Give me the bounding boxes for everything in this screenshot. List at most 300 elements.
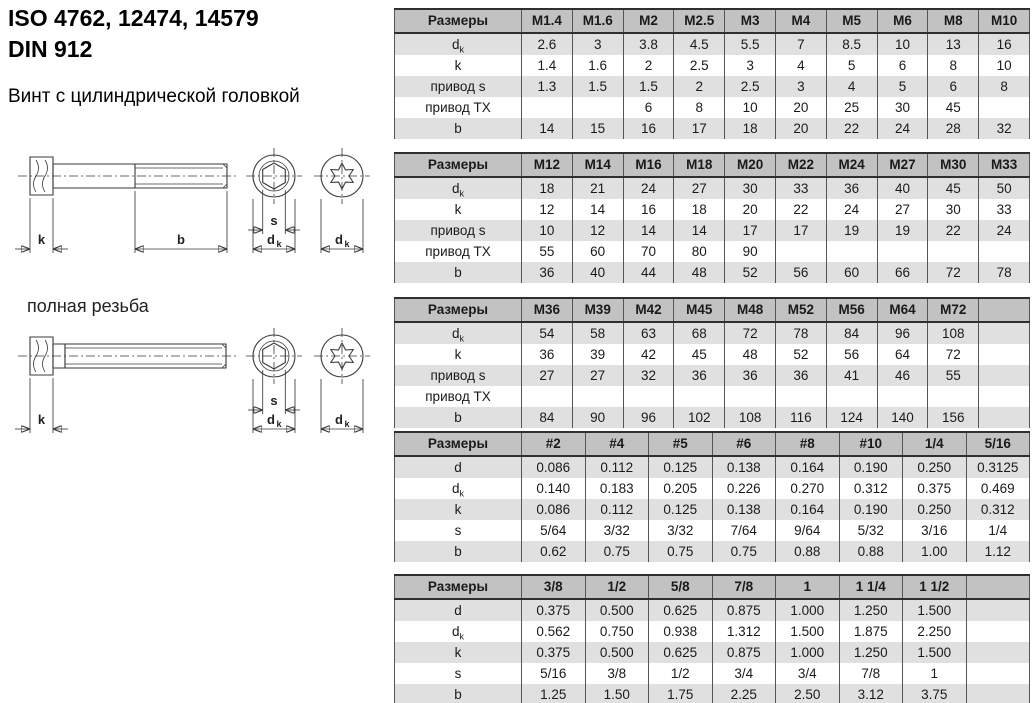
value-cell: 32 — [979, 118, 1030, 139]
value-cell: 24 — [623, 177, 674, 199]
value-cell: 24 — [979, 220, 1030, 241]
value-cell — [826, 386, 877, 407]
size-column-header: 1 1/4 — [839, 575, 903, 599]
value-cell: 0.164 — [776, 456, 840, 478]
size-column-header: M2 — [623, 9, 674, 33]
value-cell: 3/8 — [585, 663, 649, 684]
value-cell: 2.50 — [776, 684, 840, 703]
value-cell: 1/4 — [966, 520, 1030, 541]
value-cell: 96 — [623, 407, 674, 428]
value-cell: 2.5 — [674, 55, 725, 76]
value-cell: 48 — [725, 344, 776, 365]
value-cell: 18 — [522, 177, 573, 199]
value-cell: 27 — [572, 365, 623, 386]
row-label: k — [395, 344, 522, 365]
table-row — [395, 97, 1030, 118]
value-cell: 0.750 — [585, 621, 649, 642]
dimension-s-label: s — [270, 213, 278, 228]
page-title — [8, 3, 259, 65]
size-column-header: #6 — [712, 432, 776, 456]
value-cell: 0.625 — [649, 642, 713, 663]
torx-socket-end-view — [314, 148, 370, 204]
size-column-header: #8 — [776, 432, 840, 456]
value-cell — [979, 322, 1030, 344]
value-cell: 2.250 — [903, 621, 967, 642]
value-cell: 0.312 — [839, 478, 903, 499]
value-cell — [877, 241, 928, 262]
value-cell: 52 — [725, 262, 776, 283]
value-cell: 0.500 — [585, 599, 649, 621]
value-cell: 70 — [623, 241, 674, 262]
table-row — [395, 177, 1030, 199]
dimension-dk-subscript: k — [344, 419, 350, 429]
value-cell: 0.125 — [649, 499, 713, 520]
size-column-header: M2.5 — [674, 9, 725, 33]
screw-side-view — [18, 157, 237, 195]
value-cell: 108 — [928, 322, 979, 344]
value-cell: 63 — [623, 322, 674, 344]
value-cell: 1.000 — [776, 642, 840, 663]
dimension-s-label: s — [270, 393, 278, 408]
value-cell: 1.5 — [572, 76, 623, 97]
row-label: привод TX — [395, 97, 522, 118]
value-cell — [979, 407, 1030, 428]
value-cell: 72 — [928, 344, 979, 365]
value-cell: 60 — [826, 262, 877, 283]
value-cell: 27 — [522, 365, 573, 386]
value-cell: 22 — [826, 118, 877, 139]
table-row — [395, 499, 1030, 520]
value-cell: 0.312 — [966, 499, 1030, 520]
value-cell — [572, 386, 623, 407]
value-cell: 0.938 — [649, 621, 713, 642]
value-cell: 78 — [979, 262, 1030, 283]
value-cell: 64 — [877, 344, 928, 365]
value-cell: 0.140 — [522, 478, 586, 499]
value-cell: 0.562 — [522, 621, 586, 642]
value-cell: 20 — [775, 118, 826, 139]
value-cell: 7/8 — [839, 663, 903, 684]
value-cell — [775, 386, 826, 407]
value-cell: 6 — [928, 76, 979, 97]
value-cell: 27 — [877, 199, 928, 220]
value-cell: 2 — [623, 55, 674, 76]
value-cell: 0.190 — [839, 499, 903, 520]
size-column-header: 1/2 — [585, 575, 649, 599]
row-label: s — [395, 520, 522, 541]
value-cell: 1 — [903, 663, 967, 684]
value-cell: 18 — [725, 118, 776, 139]
value-cell: 22 — [775, 199, 826, 220]
value-cell: 3/4 — [776, 663, 840, 684]
value-cell — [966, 642, 1030, 663]
dimension-k-label: k — [37, 232, 46, 247]
value-cell: 72 — [928, 262, 979, 283]
value-cell: 5/32 — [839, 520, 903, 541]
size-column-header: M20 — [725, 153, 776, 177]
value-cell: 0.62 — [522, 541, 586, 562]
value-cell: 0.183 — [585, 478, 649, 499]
value-cell: 0.88 — [776, 541, 840, 562]
value-cell — [674, 386, 725, 407]
value-cell: 78 — [775, 322, 826, 344]
dimension-dk-subscript: k — [276, 419, 282, 429]
value-cell: 0.125 — [649, 456, 713, 478]
row-label: b — [395, 684, 522, 703]
table-row — [395, 344, 1030, 365]
value-cell: 45 — [928, 177, 979, 199]
row-label: $d_k$ — [395, 478, 522, 499]
value-cell: 14 — [572, 199, 623, 220]
value-cell: 16 — [623, 199, 674, 220]
value-cell: 32 — [623, 365, 674, 386]
value-cell: 12 — [522, 199, 573, 220]
value-cell — [979, 365, 1030, 386]
value-cell: 5/16 — [522, 663, 586, 684]
size-column-header: M5 — [826, 9, 877, 33]
value-cell: 14 — [674, 220, 725, 241]
value-cell: 55 — [928, 365, 979, 386]
size-column-header: M48 — [725, 298, 776, 322]
sizes-header: Размеры — [395, 432, 522, 456]
value-cell: 1.312 — [712, 621, 776, 642]
value-cell: 44 — [623, 262, 674, 283]
value-cell — [966, 663, 1030, 684]
table-row — [395, 621, 1030, 642]
value-cell: 58 — [572, 322, 623, 344]
value-cell: 30 — [877, 97, 928, 118]
value-cell — [623, 386, 674, 407]
value-cell: 10 — [522, 220, 573, 241]
value-cell — [826, 241, 877, 262]
value-cell — [572, 97, 623, 118]
value-cell: 8 — [979, 76, 1030, 97]
value-cell: 90 — [572, 407, 623, 428]
value-cell: 108 — [725, 407, 776, 428]
value-cell: 2.25 — [712, 684, 776, 703]
value-cell: 30 — [928, 199, 979, 220]
table-row — [395, 407, 1030, 428]
value-cell: 140 — [877, 407, 928, 428]
value-cell: 0.226 — [712, 478, 776, 499]
title-line-2: DIN 912 — [8, 36, 93, 62]
value-cell — [979, 344, 1030, 365]
value-cell: 36 — [775, 365, 826, 386]
value-cell: 1.3 — [522, 76, 573, 97]
size-column-header — [966, 575, 1030, 599]
value-cell: 2.5 — [725, 76, 776, 97]
row-label: $d_k$ — [395, 177, 522, 199]
value-cell: 36 — [826, 177, 877, 199]
value-cell: 13 — [928, 33, 979, 55]
size-column-header: M39 — [572, 298, 623, 322]
row-label: d — [395, 456, 522, 478]
value-cell: 50 — [979, 177, 1030, 199]
title-line-1: ISO 4762, 12474, 14579 — [8, 5, 259, 31]
value-cell: 1.250 — [839, 642, 903, 663]
value-cell: 17 — [674, 118, 725, 139]
size-column-header: M52 — [775, 298, 826, 322]
value-cell: 36 — [674, 365, 725, 386]
value-cell: 3 — [775, 76, 826, 97]
dimension-table-4 — [394, 431, 1030, 562]
value-cell: 3/16 — [903, 520, 967, 541]
value-cell: 40 — [572, 262, 623, 283]
size-column-header: #2 — [522, 432, 586, 456]
dimension-table-2 — [394, 152, 1030, 283]
value-cell: 2.6 — [522, 33, 573, 55]
value-cell: 3.75 — [903, 684, 967, 703]
table-row — [395, 599, 1030, 621]
value-cell: 25 — [826, 97, 877, 118]
size-column-header: #5 — [649, 432, 713, 456]
size-column-header: 1 — [776, 575, 840, 599]
value-cell: 3 — [725, 55, 776, 76]
value-cell — [877, 386, 928, 407]
value-cell: 90 — [725, 241, 776, 262]
header-row — [395, 153, 1030, 177]
hex-socket-end-view — [246, 148, 302, 204]
value-cell: 20 — [775, 97, 826, 118]
value-cell: 16 — [623, 118, 674, 139]
table-row — [395, 520, 1030, 541]
value-cell: 1.500 — [776, 621, 840, 642]
value-cell: 1/2 — [649, 663, 713, 684]
row-label: $d_k$ — [395, 33, 522, 55]
value-cell: 0.375 — [522, 599, 586, 621]
value-cell — [966, 599, 1030, 621]
value-cell: 8.5 — [826, 33, 877, 55]
row-label: k — [395, 642, 522, 663]
size-column-header: M6 — [877, 9, 928, 33]
row-label: b — [395, 118, 522, 139]
value-cell: 16 — [979, 33, 1030, 55]
size-column-header: 1/4 — [903, 432, 967, 456]
row-label: k — [395, 55, 522, 76]
value-cell: 36 — [725, 365, 776, 386]
value-cell: 0.75 — [649, 541, 713, 562]
value-cell: 46 — [877, 365, 928, 386]
row-label: $d_k$ — [395, 322, 522, 344]
value-cell: 3/32 — [649, 520, 713, 541]
table-row — [395, 33, 1030, 55]
row-label: привод s — [395, 76, 522, 97]
value-cell: 0.086 — [522, 456, 586, 478]
value-cell: 80 — [674, 241, 725, 262]
value-cell: 4 — [775, 55, 826, 76]
size-column-header: M42 — [623, 298, 674, 322]
value-cell: 20 — [725, 199, 776, 220]
value-cell — [725, 386, 776, 407]
value-cell: 36 — [522, 262, 573, 283]
size-column-header: M1.4 — [522, 9, 573, 33]
screw-drawing-full-thread — [2, 322, 390, 454]
row-label: привод TX — [395, 241, 522, 262]
table-row — [395, 241, 1030, 262]
header-row — [395, 9, 1030, 33]
value-cell: 39 — [572, 344, 623, 365]
table-row — [395, 76, 1030, 97]
size-column-header: M33 — [979, 153, 1030, 177]
size-column-header: 7/8 — [712, 575, 776, 599]
value-cell: 7/64 — [712, 520, 776, 541]
sizes-header: Размеры — [395, 9, 522, 33]
value-cell: 17 — [725, 220, 776, 241]
full-thread-label: полная резьба — [27, 296, 149, 316]
value-cell: 36 — [522, 344, 573, 365]
value-cell: 1.4 — [522, 55, 573, 76]
value-cell: 0.75 — [585, 541, 649, 562]
value-cell: 5.5 — [725, 33, 776, 55]
size-column-header: #4 — [585, 432, 649, 456]
table-row — [395, 262, 1030, 283]
value-cell: 96 — [877, 322, 928, 344]
value-cell: 14 — [522, 118, 573, 139]
size-column-header: M18 — [674, 153, 725, 177]
dimension-k-label: k — [37, 412, 46, 427]
table-row — [395, 478, 1030, 499]
sizes-header: Размеры — [395, 153, 522, 177]
value-cell: 0.469 — [966, 478, 1030, 499]
value-cell: 1.250 — [839, 599, 903, 621]
value-cell: 14 — [623, 220, 674, 241]
header-row — [395, 298, 1030, 322]
value-cell: 0.875 — [712, 642, 776, 663]
table-row — [395, 386, 1030, 407]
value-cell: 30 — [725, 177, 776, 199]
size-column-header: 5/8 — [649, 575, 713, 599]
value-cell: 28 — [928, 118, 979, 139]
dimension-dk-label: d — [335, 412, 343, 427]
size-column-header: M8 — [928, 9, 979, 33]
dimension-dk-subscript: k — [344, 239, 350, 249]
table-row — [395, 118, 1030, 139]
value-cell: 1.12 — [966, 541, 1030, 562]
value-cell: 156 — [928, 407, 979, 428]
subtitle: Винт с цилиндрической головкой — [8, 86, 300, 107]
header-row — [395, 432, 1030, 456]
sizes-header: Размеры — [395, 575, 522, 599]
size-column-header: M16 — [623, 153, 674, 177]
size-column-header: M22 — [775, 153, 826, 177]
size-column-header: M4 — [775, 9, 826, 33]
table-row — [395, 322, 1030, 344]
value-cell: 0.88 — [839, 541, 903, 562]
value-cell: 3/4 — [712, 663, 776, 684]
value-cell: 10 — [979, 55, 1030, 76]
row-label: привод TX — [395, 386, 522, 407]
value-cell: 0.875 — [712, 599, 776, 621]
value-cell: 40 — [877, 177, 928, 199]
value-cell: 52 — [775, 344, 826, 365]
value-cell: 0.250 — [903, 456, 967, 478]
value-cell: 7 — [775, 33, 826, 55]
value-cell: 3 — [572, 33, 623, 55]
value-cell: 10 — [725, 97, 776, 118]
value-cell: 9/64 — [776, 520, 840, 541]
value-cell: 0.164 — [776, 499, 840, 520]
value-cell: 0.190 — [839, 456, 903, 478]
row-label: k — [395, 199, 522, 220]
value-cell — [928, 241, 979, 262]
value-cell: 3.8 — [623, 33, 674, 55]
row-label: b — [395, 541, 522, 562]
value-cell: 5 — [826, 55, 877, 76]
value-cell: 4 — [826, 76, 877, 97]
table-row — [395, 541, 1030, 562]
value-cell: 0.205 — [649, 478, 713, 499]
table-row — [395, 663, 1030, 684]
value-cell: 1.500 — [903, 599, 967, 621]
size-column-header: M72 — [928, 298, 979, 322]
header-row — [395, 575, 1030, 599]
value-cell: 17 — [775, 220, 826, 241]
value-cell: 45 — [928, 97, 979, 118]
value-cell — [775, 241, 826, 262]
size-column-header: M27 — [877, 153, 928, 177]
table-row — [395, 55, 1030, 76]
value-cell: 0.112 — [585, 456, 649, 478]
table-row — [395, 642, 1030, 663]
row-label: $d_k$ — [395, 621, 522, 642]
value-cell: 1.875 — [839, 621, 903, 642]
size-column-header: 3/8 — [522, 575, 586, 599]
value-cell: 19 — [877, 220, 928, 241]
value-cell: 1.500 — [903, 642, 967, 663]
dimension-table-3 — [394, 297, 1030, 428]
value-cell: 8 — [674, 97, 725, 118]
value-cell — [928, 386, 979, 407]
value-cell — [966, 684, 1030, 703]
value-cell: 1.000 — [776, 599, 840, 621]
torx-socket-end-view — [314, 328, 370, 384]
row-label: k — [395, 499, 522, 520]
value-cell: 15 — [572, 118, 623, 139]
screw-drawing-partial-thread — [2, 142, 390, 274]
value-cell: 21 — [572, 177, 623, 199]
value-cell: 5 — [877, 76, 928, 97]
dimension-dk-label: d — [267, 232, 275, 247]
size-column-header: M10 — [979, 9, 1030, 33]
dimensions — [15, 190, 363, 253]
size-column-header: 1 1/2 — [903, 575, 967, 599]
value-cell: 5/64 — [522, 520, 586, 541]
value-cell: 0.138 — [712, 499, 776, 520]
value-cell: 0.250 — [903, 499, 967, 520]
value-cell: 0.500 — [585, 642, 649, 663]
value-cell: 0.270 — [776, 478, 840, 499]
value-cell: 1.75 — [649, 684, 713, 703]
value-cell: 45 — [674, 344, 725, 365]
value-cell: 72 — [725, 322, 776, 344]
value-cell: 0.375 — [903, 478, 967, 499]
value-cell: 0.3125 — [966, 456, 1030, 478]
value-cell: 24 — [826, 199, 877, 220]
dimension-dk-subscript: k — [276, 239, 282, 249]
value-cell: 55 — [522, 241, 573, 262]
value-cell: 68 — [674, 322, 725, 344]
dimension-table-5 — [394, 574, 1030, 703]
row-label: s — [395, 663, 522, 684]
value-cell: 1.5 — [623, 76, 674, 97]
value-cell: 0.086 — [522, 499, 586, 520]
screw-side-view — [18, 337, 236, 375]
size-column-header: M12 — [522, 153, 573, 177]
value-cell: 0.375 — [522, 642, 586, 663]
dimension-table-1 — [394, 8, 1030, 139]
value-cell: 56 — [775, 262, 826, 283]
value-cell — [522, 97, 573, 118]
